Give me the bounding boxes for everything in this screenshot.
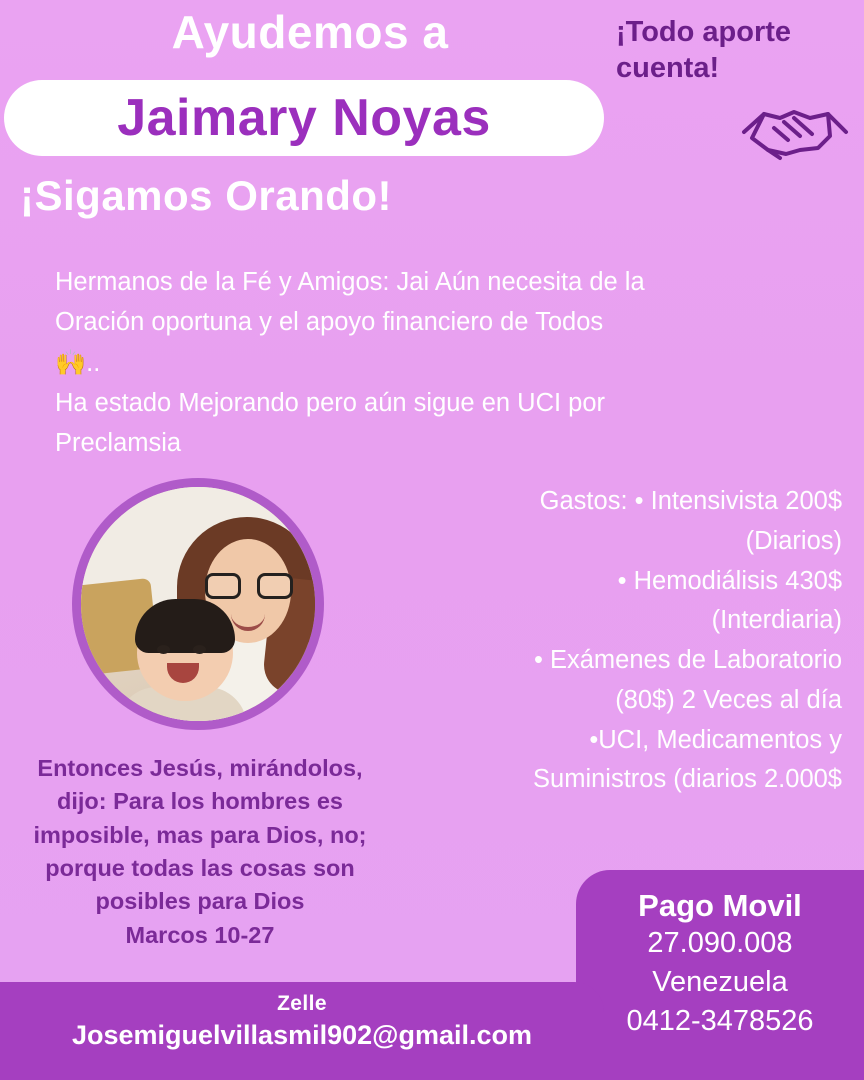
pago-movil-bank: Venezuela	[652, 965, 788, 998]
intro-paragraph	[55, 262, 785, 464]
patient-name: Jaimary Noyas	[117, 89, 491, 147]
handshake-icon	[734, 88, 854, 168]
cost-line: •UCI, Medicamentos y	[589, 725, 842, 754]
pago-movil-account: 27.090.008	[647, 927, 793, 959]
cost-line: (80$) 2 Veces al día	[615, 685, 842, 714]
photo-mother-and-baby	[81, 487, 315, 721]
intro-line-3	[55, 343, 785, 384]
cost-line: (Diarios)	[745, 526, 842, 555]
scripture-line: Entonces Jesús, mirándolos,	[37, 755, 363, 781]
intro-line-1: Hermanos de la Fé y Amigos: Jai Aún necesita de la	[55, 268, 645, 296]
cost-line: • Hemodiálisis 430$	[617, 566, 842, 595]
intro-line-5: Preclamsia	[55, 429, 182, 458]
cost-line: Suministros (diarios 2.000$	[533, 765, 842, 794]
cost-line: (Interdiaria)	[711, 606, 842, 635]
avatar	[72, 478, 324, 730]
zelle-bar	[0, 982, 604, 1080]
scripture-line: posibles para Dios	[95, 888, 305, 915]
photo-baby-hair	[135, 599, 235, 653]
zelle-label: Zelle	[277, 992, 327, 1015]
pago-movil-phone: 0412-3478526	[626, 1004, 814, 1037]
scripture-quote	[10, 752, 390, 952]
top-right-note: ¡Todo aporte cuenta!	[616, 16, 792, 85]
cost-line: • Exámenes de Laboratorio	[533, 646, 842, 675]
headline-help: Ayudemos a	[171, 6, 449, 58]
name-pill	[4, 80, 604, 156]
costs-list	[422, 482, 842, 800]
pago-movil-card	[576, 870, 864, 1080]
scripture-line: dijo: Para los hombres es	[56, 788, 343, 815]
intro-line-4: Ha estado Mejorando pero aún sigue en UCI por	[55, 389, 606, 418]
praise-hands-icon: 🙌	[55, 348, 87, 377]
photo-baby-eye-left	[157, 645, 170, 654]
intro-dots: ..	[86, 348, 101, 377]
pago-movil-title: Pago Movil	[638, 888, 802, 923]
glasses-icon	[203, 573, 295, 599]
photo-baby-eye-right	[193, 645, 206, 654]
scripture-line: porque todas las cosas son	[45, 855, 355, 882]
zelle-email: Josemiguelvillasmil902@gmail.com	[71, 1020, 533, 1050]
pray-line: ¡Sigamos Orando!	[20, 172, 393, 219]
scripture-line: imposible, mas para Dios, no;	[33, 821, 367, 848]
cost-line: Gastos: • Intensivista 200$	[539, 487, 842, 515]
intro-line-2: Oración oportuna y el apoyo financiero de Todos	[55, 308, 604, 337]
scripture-reference: Marcos 10-27	[125, 921, 275, 948]
